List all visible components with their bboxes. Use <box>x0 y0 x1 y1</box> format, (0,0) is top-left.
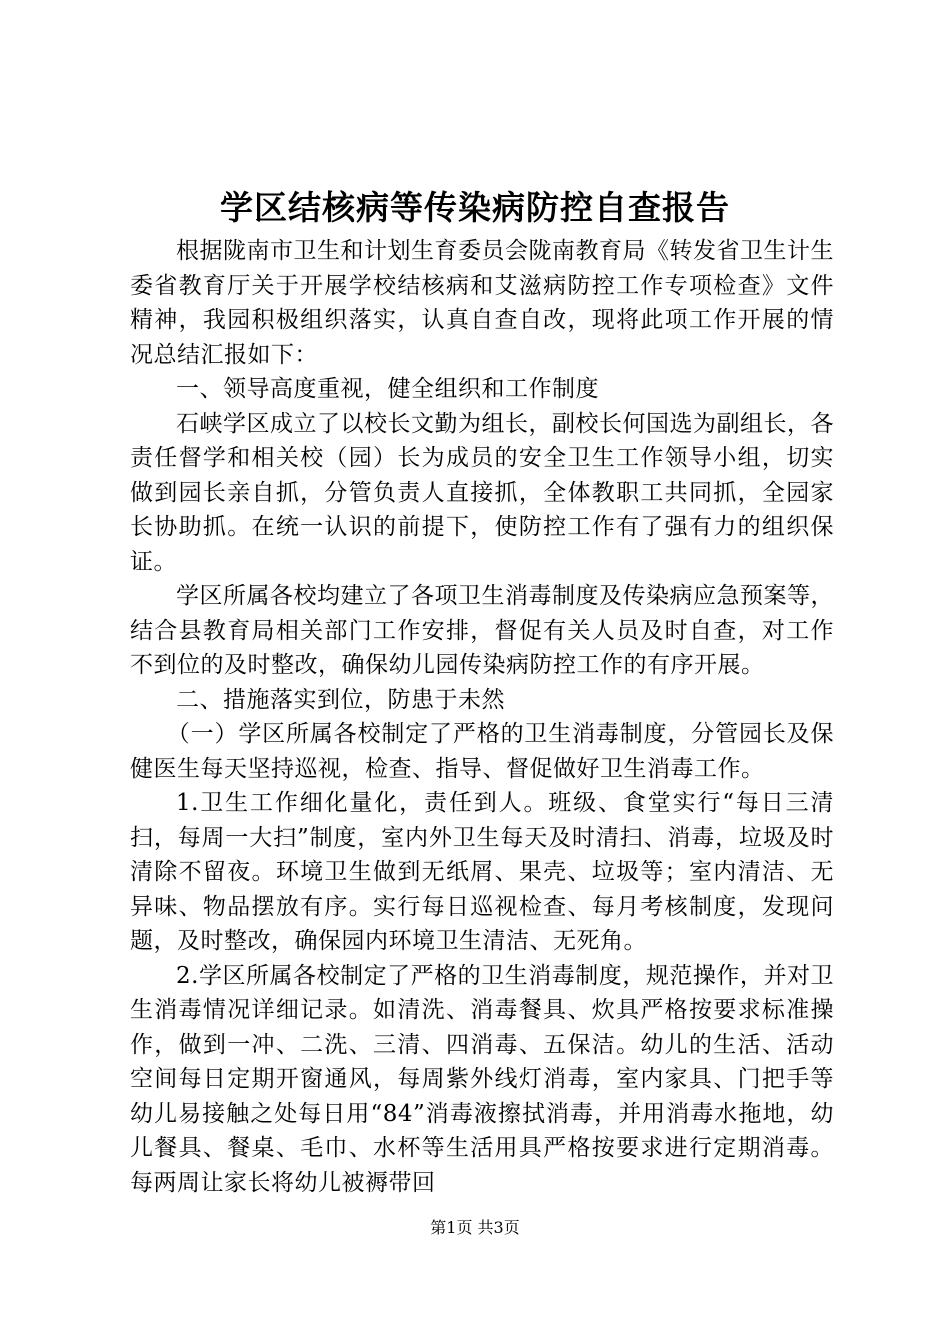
page-footer: 第1页 共3页 <box>430 1218 520 1237</box>
paragraph-leadership: 石峡学区成立了以校长文勤为组长，副校长何国选为副组长，各责任督学和相关校（园）长为成员的安全卫生工作领导小组，切实做到园长亲自抓，分管负责人直接抓，全体教职工共同抓，全园家长协助抓。在统一认识的前提下，使防控工作有了强有力的组织保证。 <box>130 410 834 575</box>
paragraph-intro: 根据陇南市卫生和计划生育委员会陇南教育局《转发省卫生计生委省教育厅关于开展学校结核病和艾滋病防控工作专项检查》文件精神，我园积极组织落实，认真自查自改，现将此项工作开展的情况总结汇报如下： <box>130 238 834 368</box>
item-1: 1.卫生工作细化量化，责任到人。班级、食堂实行“每日三清扫，每周一大扫”制度，室内外卫生每天及时清扫、消毒，垃圾及时清除不留夜。环境卫生做到无纸屑、果壳、垃圾等；室内清洁、无异味、物品摆放有序。实行每日巡视检查、每月考核制度，发现问题，及时整改，确保园内环境卫生清洁、无死角。 <box>130 790 834 954</box>
paragraph-systems: 学区所属各校均建立了各项卫生消毒制度及传染病应急预案等，结合县教育局相关部门工作安排，督促有关人员及时自查，对工作不到位的及时整改，确保幼儿园传染病防控工作的有序开展。 <box>130 583 834 678</box>
section-heading-2: 二、措施落实到位，防患于未然 <box>176 686 505 713</box>
item-2: 2.学区所属各校制定了严格的卫生消毒制度，规范操作，并对卫生消毒情况详细记录。如清洗、消毒餐具、炊具严格按要求标准操作，做到一冲、二洗、三清、四消毒、五保洁。幼儿的生活、活动空间每日定期开窗通风，每周紫外线灯消毒，室内家具、门把手等幼儿易接触之处每日用“84”消毒液擦拭消毒，并用消毒水拖地，幼儿餐具、餐桌、毛巾、水杯等生活用具严格按要求进行定期消毒。每两周让家长将幼儿被褥带回 <box>130 962 834 1196</box>
subsection-1: （一）学区所属各校制定了严格的卫生消毒制度，分管园长及保健医生每天坚持巡视，检查、指导、督促做好卫生消毒工作。 <box>130 721 834 782</box>
document-body <box>130 234 834 1200</box>
document-title: 学区结核病等传染病防控自查报告 <box>220 188 730 227</box>
section-heading-1: 一、领导高度重视，健全组织和工作制度 <box>176 376 599 402</box>
